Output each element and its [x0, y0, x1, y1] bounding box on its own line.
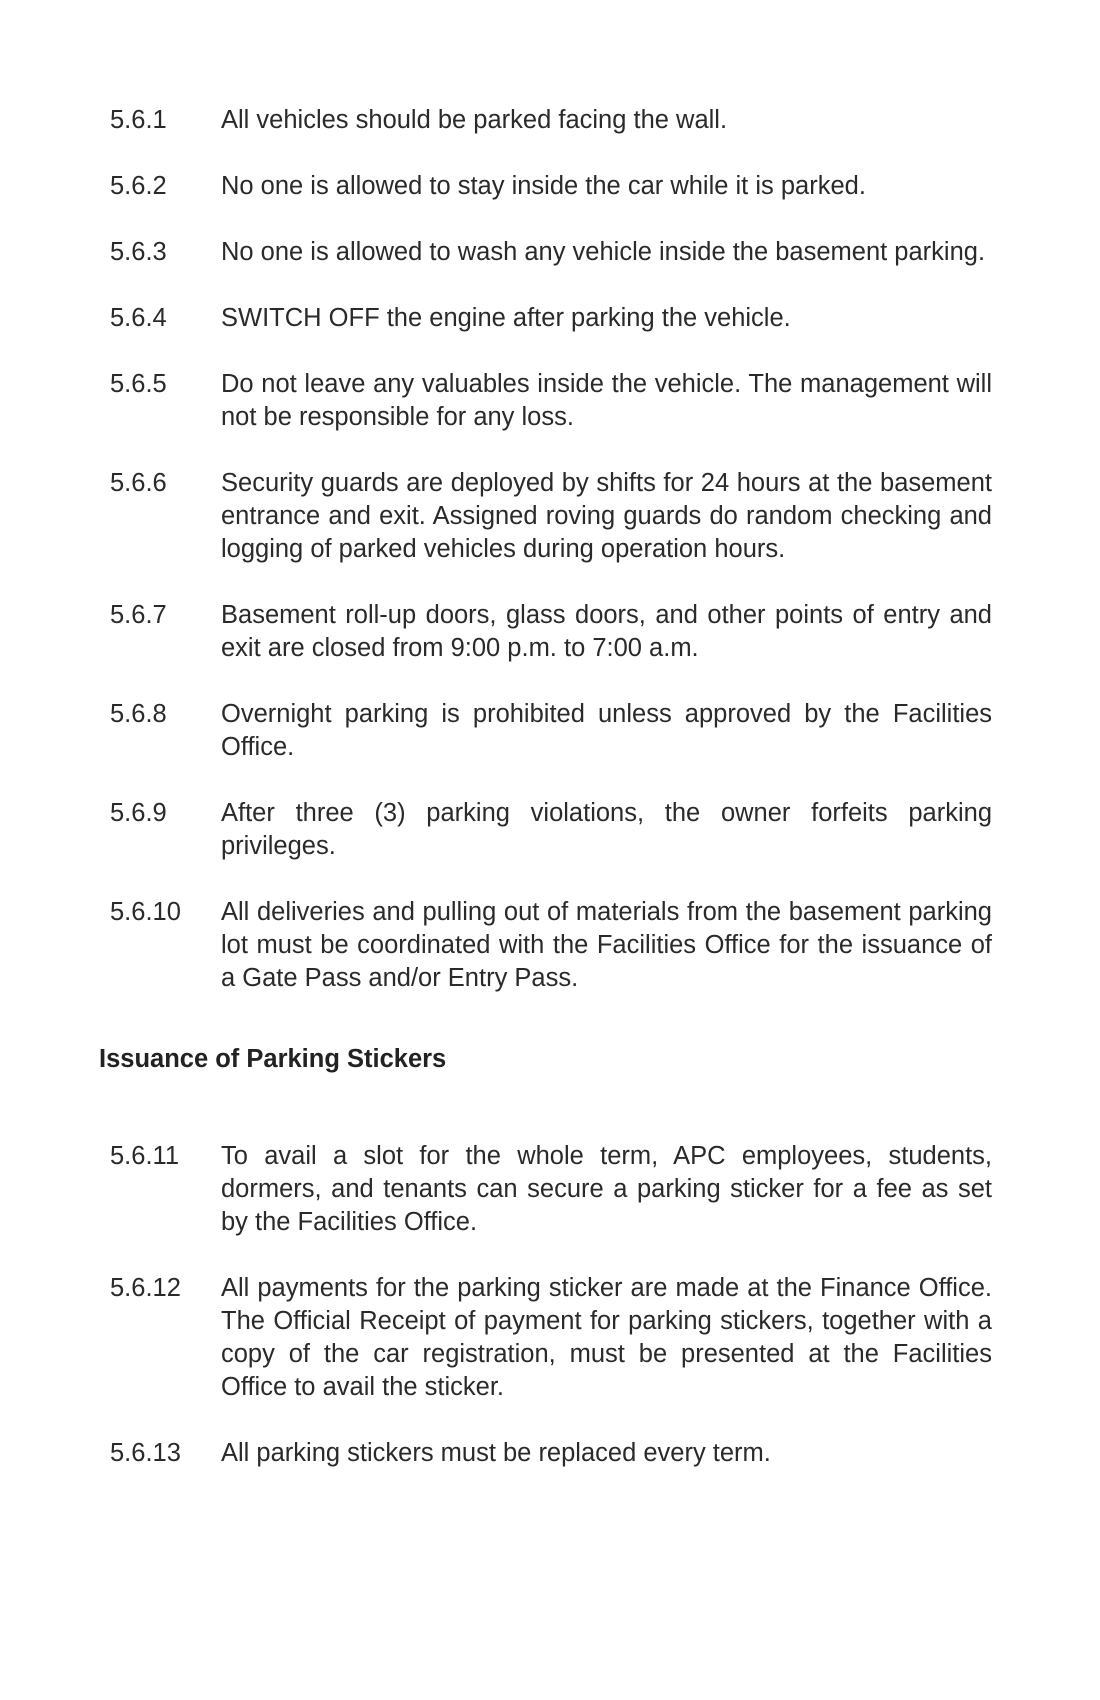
rule-item	[110, 236, 992, 269]
rule-text: All vehicles should be parked facing the wall.	[221, 106, 728, 134]
rule-number: 5.6.3	[110, 238, 167, 266]
rule-text: No one is allowed to wash any vehicle inside the basement parking.	[221, 238, 986, 266]
rule-text: All payments for the parking sticker are made at the Finance Office. The Official Receipt of payment for parking stickers, together with a copy of the car registration, must be presented at the Facilities Office to avail the sticker.	[221, 1274, 992, 1401]
rule-text: SWITCH OFF the engine after parking the vehicle.	[221, 304, 791, 332]
rule-item	[110, 1272, 992, 1404]
rule-number: 5.6.12	[110, 1274, 181, 1302]
rule-text: After three (3) parking violations, the owner forfeits parking privileges.	[221, 799, 992, 860]
rule-item	[110, 302, 992, 335]
rule-number: 5.6.1	[110, 106, 167, 134]
rule-item	[110, 170, 992, 203]
rule-text: Basement roll-up doors, glass doors, and other points of entry and exit are closed from 9:00 p.m. to 7:00 a.m.	[221, 601, 992, 662]
rule-number: 5.6.2	[110, 172, 167, 200]
rule-text: No one is allowed to stay inside the car while it is parked.	[221, 172, 866, 200]
rule-number: 5.6.5	[110, 370, 167, 398]
rule-item	[110, 797, 992, 863]
rule-number: 5.6.13	[110, 1439, 181, 1467]
section-heading: Issuance of Parking Stickers	[99, 1045, 447, 1073]
rule-number: 5.6.8	[110, 700, 167, 728]
rule-number: 5.6.6	[110, 469, 167, 497]
rule-text: All parking stickers must be replaced every term.	[221, 1439, 771, 1467]
rule-item	[110, 896, 992, 995]
rule-list-stickers	[110, 1140, 992, 1470]
rule-number: 5.6.11	[110, 1142, 180, 1170]
rule-text: Do not leave any valuables inside the vehicle. The management will not be responsible for any loss.	[221, 370, 992, 431]
rule-item	[110, 698, 992, 764]
rule-number: 5.6.10	[110, 898, 181, 926]
rule-text: Overnight parking is prohibited unless approved by the Facilities Office.	[221, 700, 992, 761]
rule-item	[110, 368, 992, 434]
rule-number: 5.6.9	[110, 799, 167, 827]
rule-item	[110, 599, 992, 665]
rule-number: 5.6.7	[110, 601, 167, 629]
rule-item	[110, 1140, 992, 1239]
rule-text: All deliveries and pulling out of materials from the basement parking lot must be coordinated with the Facilities Office for the issuance of a Gate Pass and/or Entry Pass.	[221, 898, 992, 992]
rule-number: 5.6.4	[110, 304, 167, 332]
rule-item	[110, 1437, 992, 1470]
rule-text: Security guards are deployed by shifts for 24 hours at the basement entrance and exit. Assigned roving guards do random checking and logging of parked vehicles during operation hours.	[221, 469, 992, 563]
rule-item	[110, 104, 992, 137]
rule-item	[110, 467, 992, 566]
rule-list-parking	[110, 104, 992, 995]
rule-text: To avail a slot for the whole term, APC employees, students, dormers, and tenants can secure a parking sticker for a fee as set by the Facilities Office.	[221, 1142, 992, 1236]
